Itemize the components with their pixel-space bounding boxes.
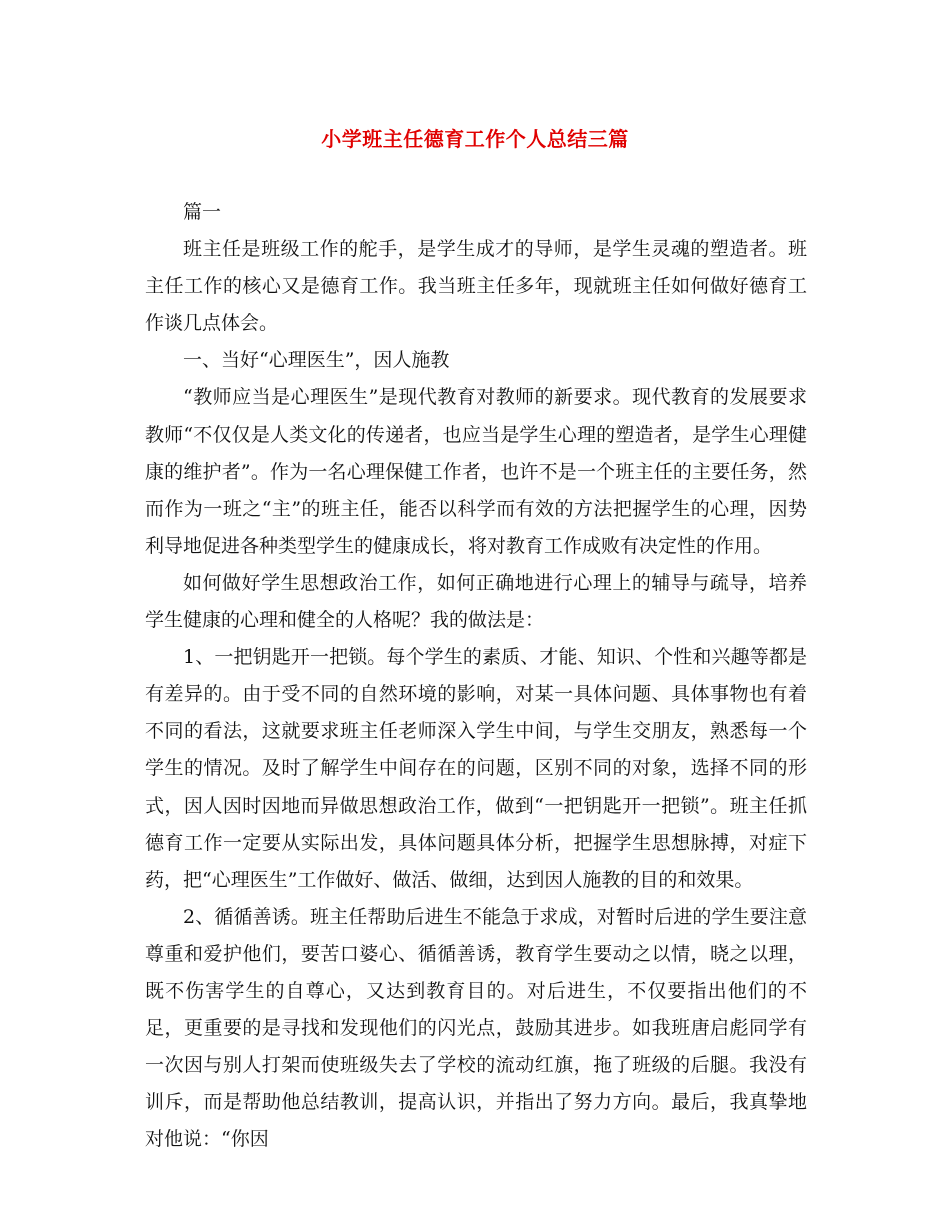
- paragraph: 如何做好学生思想政治工作，如何正确地进行心理上的辅导与疏导，培养学生健康的心理和健全的人格呢？我的做法是：: [145, 571, 807, 632]
- paragraph: 2、循循善诱。班主任帮助后进生不能急于求成，对暂时后进的学生要注意尊重和爱护他们，要苦口婆心、循循善诱，教育学生要动之以情，晓之以理，既不伤害学生的自尊心，又达到教育目的。对后进生，不仅要指出他们的不足，更重要的是寻找和发现他们的闪光点，鼓励其进步。如我班唐启彪同学有一次因与别人打架而使班级失去了学校的流动红旗，拖了班级的后腿。我没有训斥，而是帮助他总结教训，提高认识，并指出了努力方向。最后，我真挚地对他说：“你因: [145, 905, 807, 1151]
- paragraph: “教师应当是心理医生”是现代教育对教师的新要求。现代教育的发展要求教师“不仅仅是人类文化的传递者，也应当是学生心理的塑造者，是学生心理健康的维护者”。作为一名心理保健工作者，也许不是一个班主任的主要任务，然而作为一班之“主”的班主任，能否以科学而有效的方法把握学生的心理，因势利导地促进各种类型学生的健康成长，将对教育工作成败有决定性的作用。: [145, 386, 807, 557]
- subsection-heading: 一、当好“心理医生”，因人施教: [183, 349, 450, 372]
- section-heading: 篇一: [183, 201, 222, 223]
- document-title: 小学班主任德育工作个人总结三篇: [321, 127, 629, 151]
- paragraph: 班主任是班级工作的舵手，是学生成才的导师，是学生灵魂的塑造者。班主任工作的核心又是德育工作。我当班主任多年，现就班主任如何做好德育工作谈几点体会。: [145, 238, 807, 335]
- paragraph: 1、一把钥匙开一把锁。每个学生的素质、才能、知识、个性和兴趣等都是有差异的。由于受不同的自然环境的影响，对某一具体问题、具体事物也有着不同的看法，这就要求班主任老师深入学生中间，与学生交朋友，熟悉每一个学生的情况。及时了解学生中间存在的问题，区别不同的对象，选择不同的形式，因人因时因地而异做思想政治工作，做到“一把钥匙开一把锁”。班主任抓德育工作一定要从实际出发，具体问题具体分析，把握学生思想脉搏，对症下药，把“心理医生”工作做好、做活、做细，达到因人施教的目的和效果。: [145, 646, 807, 891]
- document-body: [145, 194, 807, 1158]
